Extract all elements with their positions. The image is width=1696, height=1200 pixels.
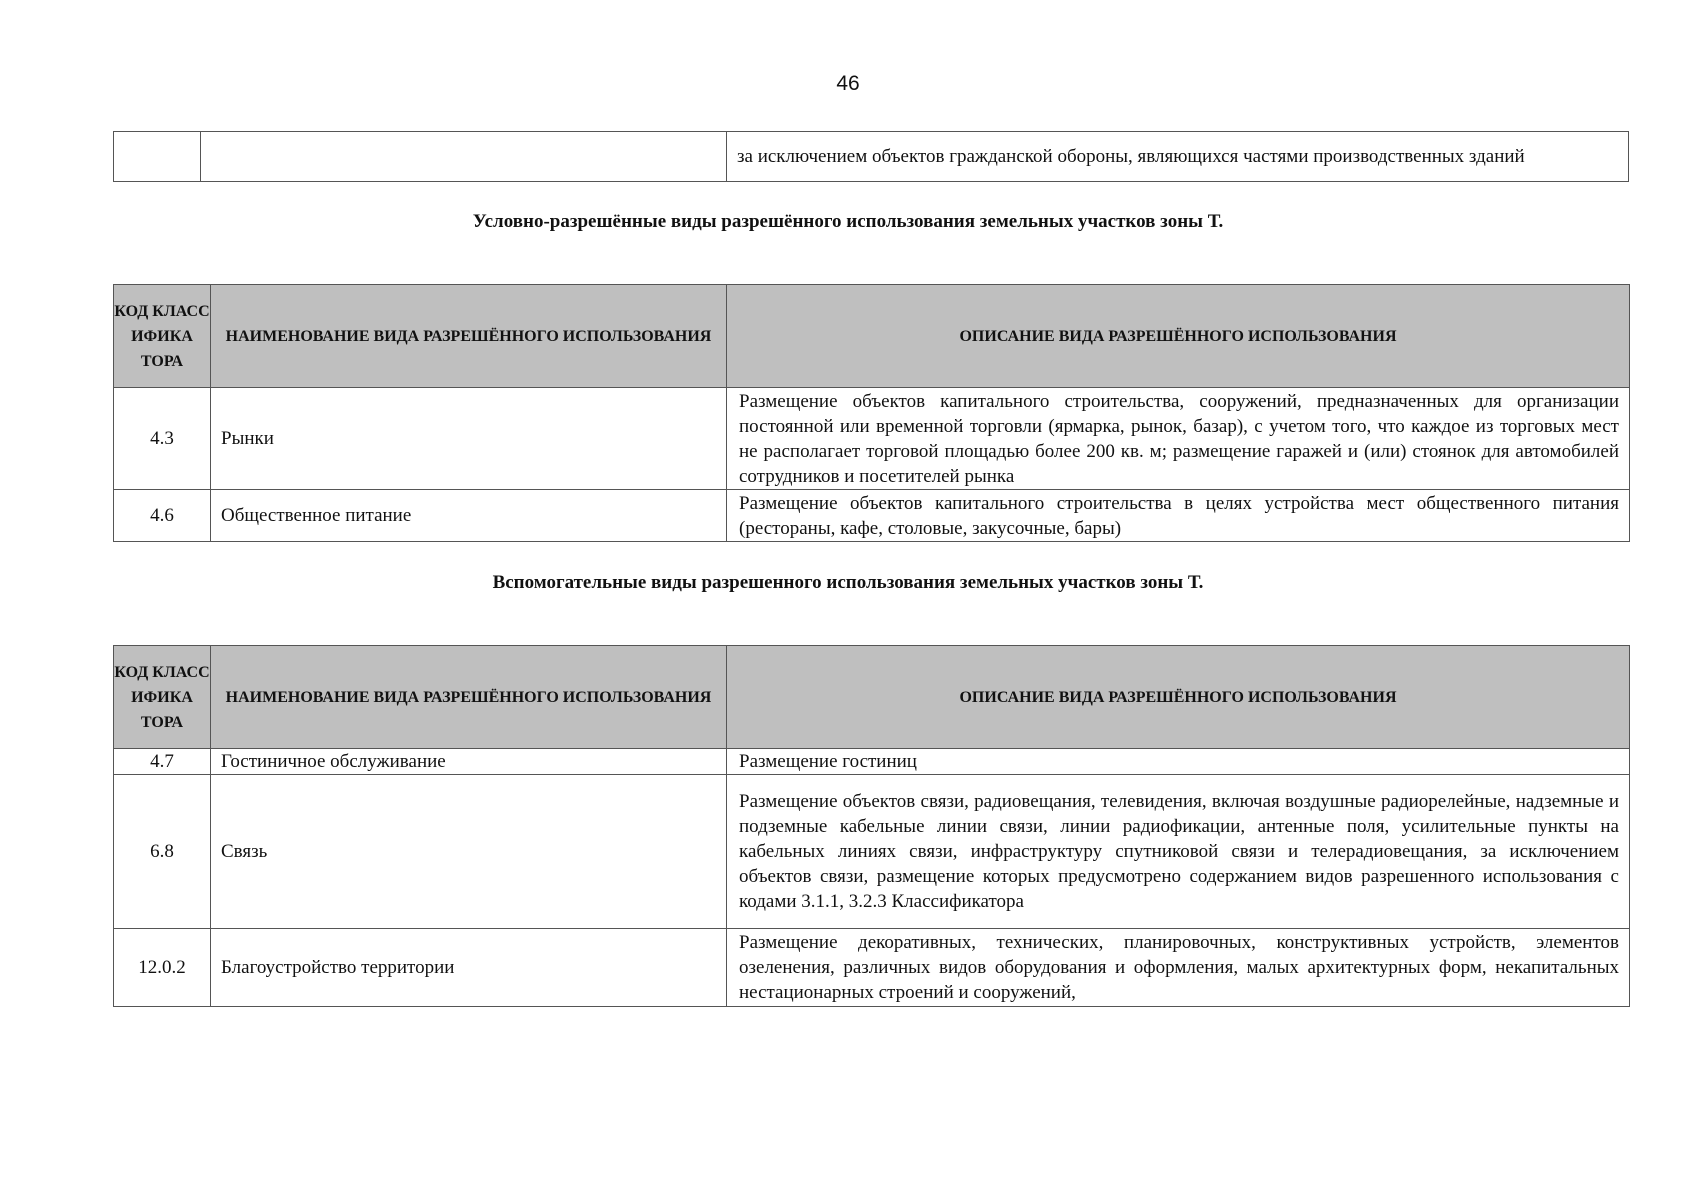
desc-cell: Размещение декоративных, технических, планировочных, конструктивных устройств, элементов озеленения, различных видов оборудования и оформления, малых архитектурных форм, некапитальных нестационарных строений и сооружений, — [727, 929, 1630, 1007]
table-row — [114, 490, 1630, 542]
table-row — [114, 775, 1630, 929]
header-desc: ОПИСАНИЕ ВИДА РАЗРЕШЁННОГО ИСПОЛЬЗОВАНИЯ — [727, 646, 1630, 749]
continuation-name-cell — [201, 132, 727, 182]
section-title-auxiliary: Вспомогательные виды разрешенного использования земельных участков зоны Т. — [492, 572, 1204, 593]
table-row — [114, 749, 1630, 775]
name-cell: Рынки — [211, 388, 727, 490]
header-code: КОД КЛАСС ИФИКА ТОРА — [114, 285, 211, 388]
header-desc: ОПИСАНИЕ ВИДА РАЗРЕШЁННОГО ИСПОЛЬЗОВАНИЯ — [727, 285, 1630, 388]
code-cell: 6.8 — [114, 775, 211, 929]
code-cell: 4.6 — [114, 490, 211, 542]
continuation-code-cell — [114, 132, 201, 182]
name-cell: Благоустройство территории — [211, 929, 727, 1007]
desc-cell: Размещение объектов капитального строительства, сооружений, предназначенных для организации постоянной или временной торговли (ярмарка, рынок, базар), с учетом того, что каждое из торговых мест не располагает торговой площадью более 200 кв. м; размещение гаражей и (или) стоянок для автомобилей сотрудников и посетителей рынка — [727, 388, 1630, 490]
name-cell: Гостиничное обслуживание — [211, 749, 727, 775]
table-row — [114, 132, 1629, 182]
name-cell: Связь — [211, 775, 727, 929]
header-name: НАИМЕНОВАНИЕ ВИДА РАЗРЕШЁННОГО ИСПОЛЬЗОВАНИЯ — [211, 646, 727, 749]
continuation-table — [113, 131, 1629, 182]
auxiliary-uses-table — [113, 645, 1630, 1007]
code-cell: 4.7 — [114, 749, 211, 775]
code-cell: 4.3 — [114, 388, 211, 490]
header-code: КОД КЛАСС ИФИКА ТОРА — [114, 646, 211, 749]
table-row — [114, 388, 1630, 490]
name-cell: Общественное питание — [211, 490, 727, 542]
header-name: НАИМЕНОВАНИЕ ВИДА РАЗРЕШЁННОГО ИСПОЛЬЗОВАНИЯ — [211, 285, 727, 388]
desc-cell: Размещение объектов капитального строительства в целях устройства мест общественного питания (рестораны, кафе, столовые, закусочные, бары) — [727, 490, 1630, 542]
table-header-row — [114, 285, 1630, 388]
table-header-row — [114, 646, 1630, 749]
desc-cell: Размещение гостиниц — [727, 749, 1630, 775]
page-number: 46 — [836, 72, 860, 95]
continuation-desc-cell: за исключением объектов гражданской обороны, являющихся частями производственных зданий — [727, 132, 1629, 182]
section-title-conditional: Условно-разрешённые виды разрешённого использования земельных участков зоны Т. — [472, 211, 1224, 232]
conditional-uses-table — [113, 284, 1630, 542]
desc-cell: Размещение объектов связи, радиовещания, телевидения, включая воздушные радиорелейные, надземные и подземные кабельные линии связи, линии радиофикации, антенные поля, усилительные пункты на кабельных линиях связи, инфраструктуру спутниковой связи и телерадиовещания, за исключением объектов связи, размещение которых предусмотрено содержанием видов разрешенного использования с кодами 3.1.1, 3.2.3 Классификатора — [727, 775, 1630, 929]
code-cell: 12.0.2 — [114, 929, 211, 1007]
table-row — [114, 929, 1630, 1007]
